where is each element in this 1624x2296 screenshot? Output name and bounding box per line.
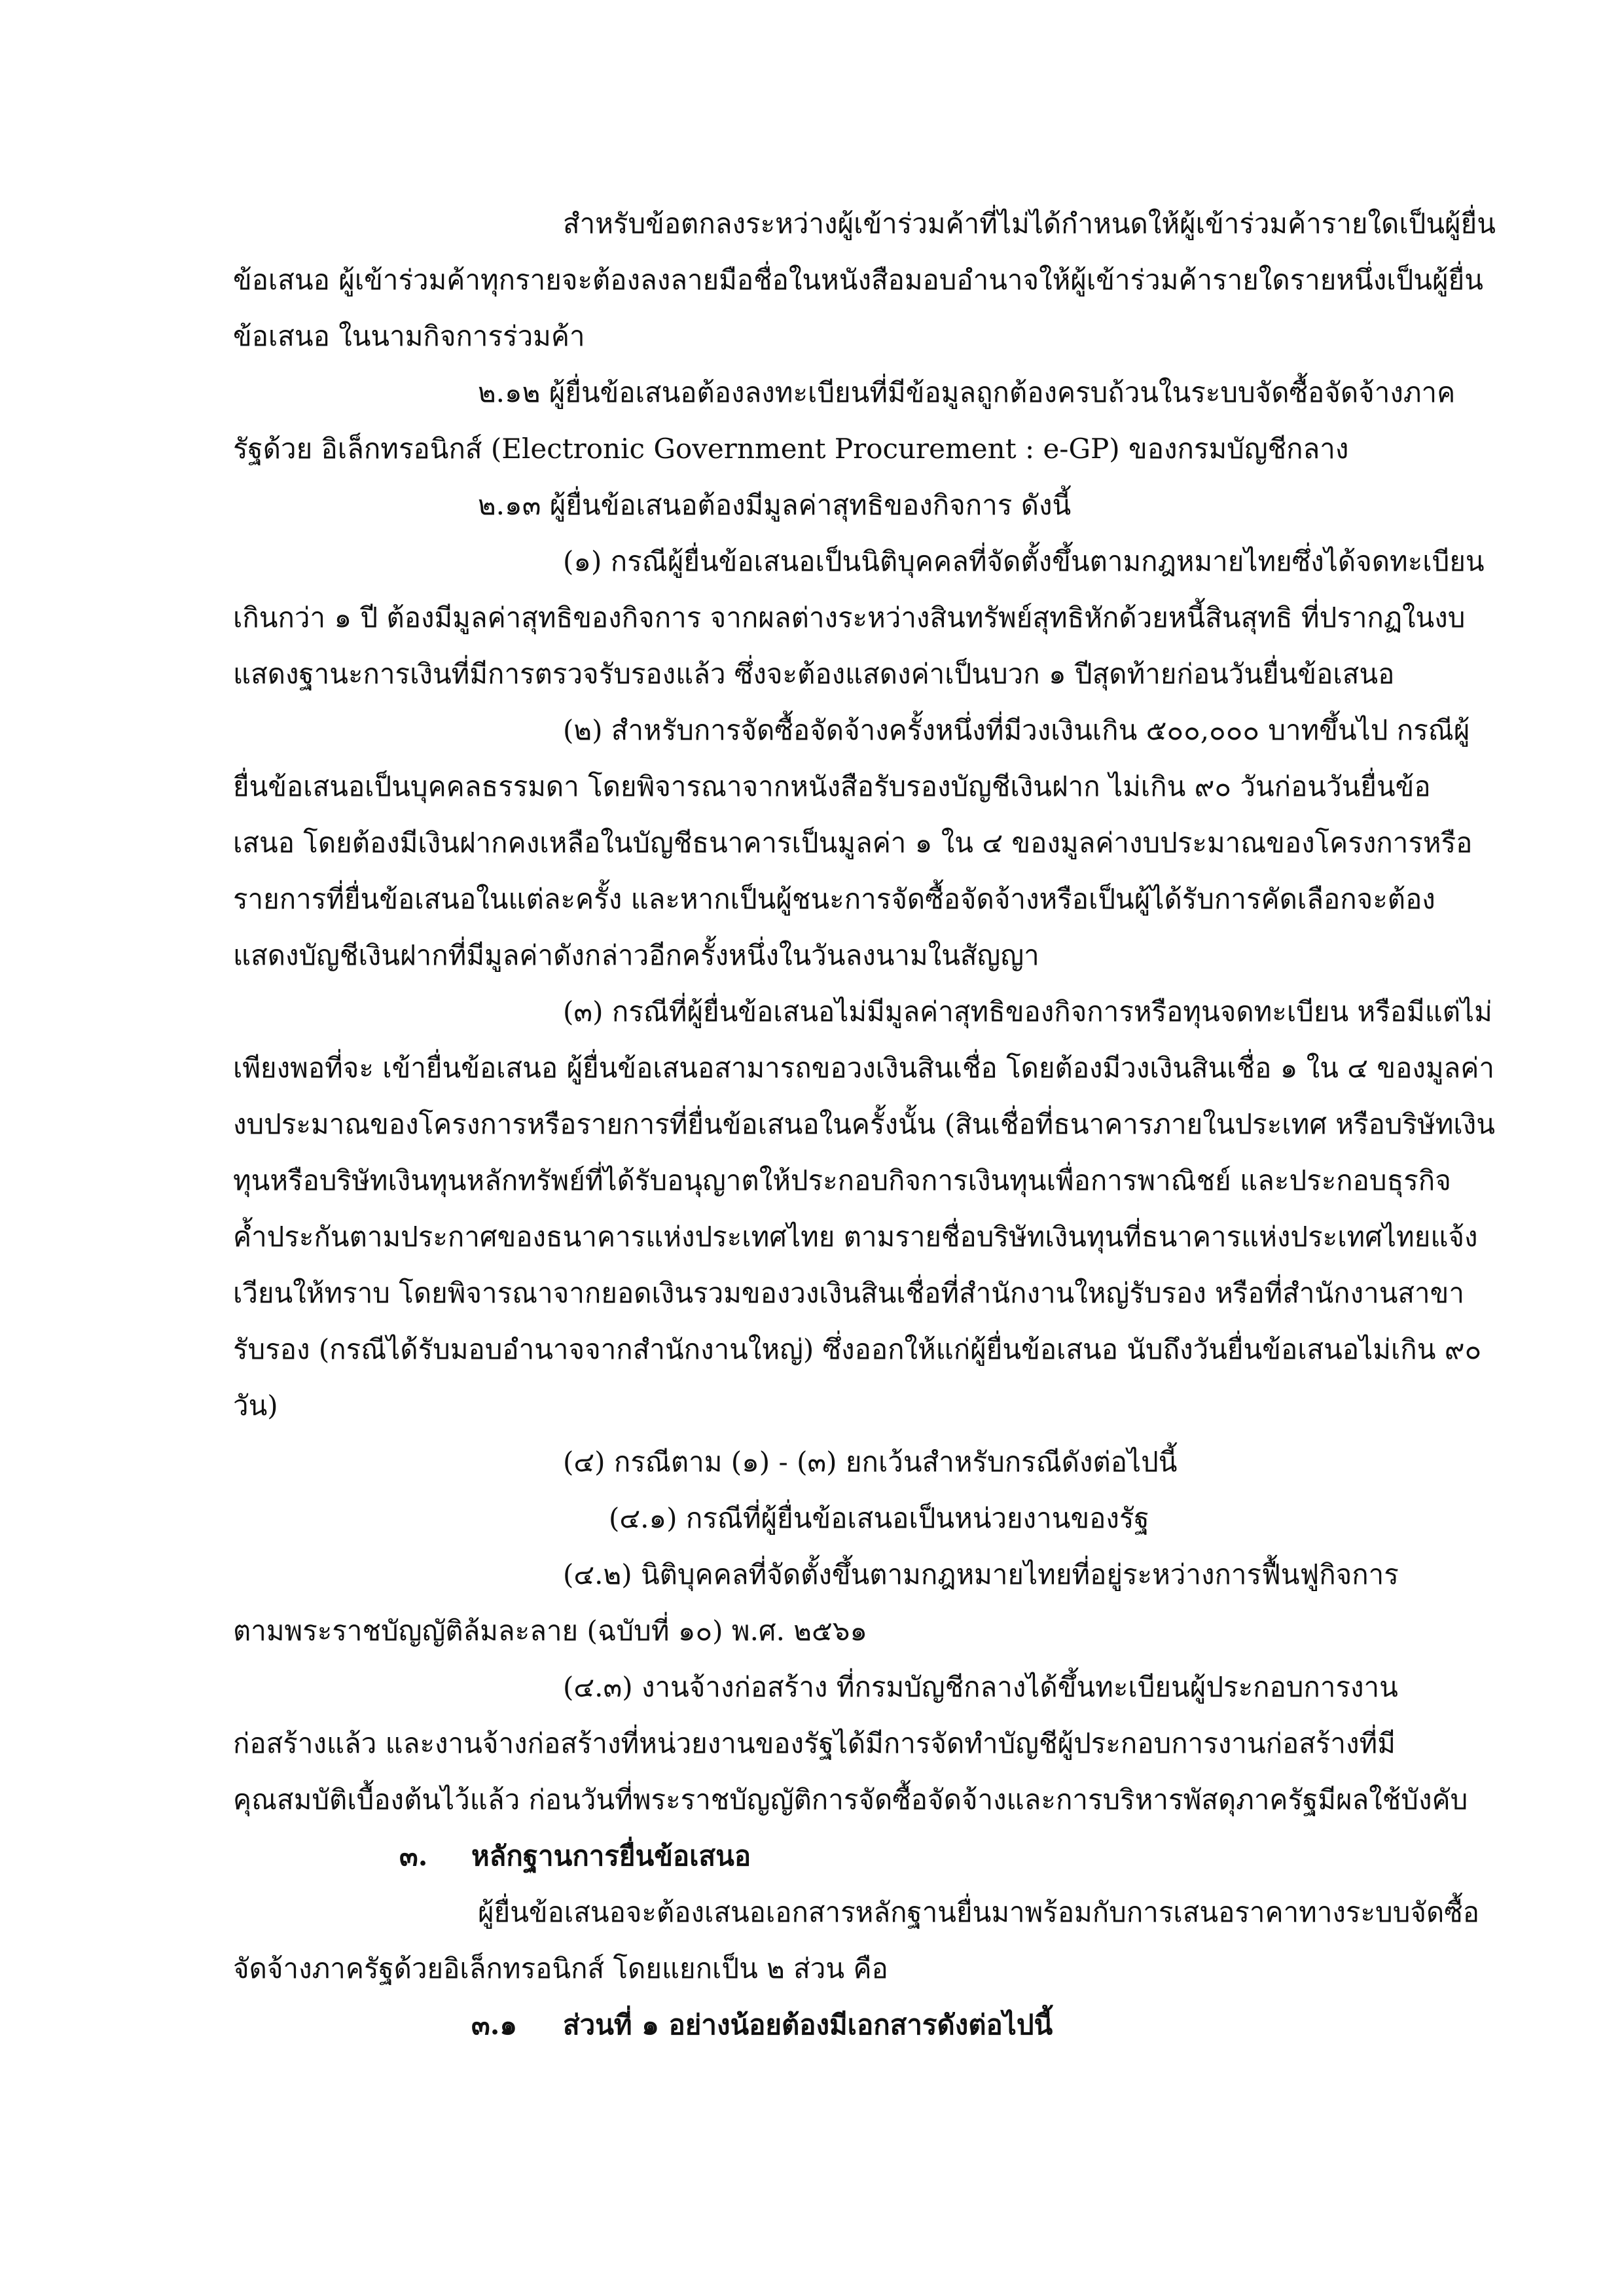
text-line: (๔.๑) กรณีที่ผู้ยื่นข้อเสนอเป็นหน่วยงานของรัฐ	[609, 1502, 1149, 1534]
text-line: วัน)	[233, 1390, 278, 1422]
text-line: ก่อสร้างแล้ว และงานจ้างก่อสร้างที่หน่วยงานของรัฐได้มีการจัดทำบัญชีผู้ประกอบการงานก่อสร้างที่มี	[233, 1727, 1396, 1759]
text-line: ๒.๑๓ ผู้ยื่นข้อเสนอต้องมีมูลค่าสุทธิของกิจการ ดังนี้	[478, 489, 1072, 521]
text-line: รับรอง (กรณีได้รับมอบอำนาจจากสำนักงานใหญ่) ซึ่งออกให้แก่ผู้ยื่นข้อเสนอ นับถึงวันยื่นข้อเสนอไม่เกิน ๙๐	[233, 1333, 1482, 1365]
text-line: ๒.๑๒ ผู้ยื่นข้อเสนอต้องลงทะเบียนที่มีข้อมูลถูกต้องครบถ้วนในระบบจัดซื้อจัดจ้างภาค	[478, 376, 1456, 408]
text-line: เสนอ โดยต้องมีเงินฝากคงเหลือในบัญชีธนาคารเป็นมูลค่า ๑ ใน ๔ ของมูลค่างบประมาณของโครงการหรือ	[233, 827, 1473, 859]
text-line: (๑) กรณีผู้ยื่นข้อเสนอเป็นนิติบุคคลที่จัดตั้งขึ้นตามกฎหมายไทยซึ่งได้จดทะเบียน	[563, 545, 1485, 577]
text-line: จัดจ้างภาครัฐด้วยอิเล็กทรอนิกส์ โดยแยกเป็น ๒ ส่วน คือ	[233, 1952, 888, 1984]
text-line: เวียนให้ทราบ โดยพิจารณาจากยอดเงินรวมของวงเงินสินเชื่อที่สำนักงานใหญ่รับรอง หรือที่สำนักงานสาขา	[233, 1277, 1464, 1309]
section-3-1-heading: ส่วนที่ ๑ อย่างน้อยต้องมีเอกสารดังต่อไปนี้	[563, 2009, 1053, 2041]
text-line: เกินกว่า ๑ ปี ต้องมีมูลค่าสุทธิของกิจการ จากผลต่างระหว่างสินทรัพย์สุทธิหักด้วยหนี้สินสุทธิ ที่ปรากฏในงบ	[233, 601, 1466, 634]
text-line: คุณสมบัติเบื้องต้นไว้แล้ว ก่อนวันที่พระราชบัญญัติการจัดซื้อจัดจ้างและการบริหารพัสดุภาครัฐมีผลใช้บังคับ	[233, 1784, 1468, 1816]
text-line: (๒) สำหรับการจัดซื้อจัดจ้างครั้งหนึ่งที่มีวงเงินเกิน ๕๐๐,๐๐๐ บาทขึ้นไป กรณีผู้	[563, 714, 1470, 746]
text-line: รัฐด้วย อิเล็กทรอนิกส์ (Electronic Government Procurement : e-GP) ของกรมบัญชีกลาง	[233, 433, 1349, 465]
text-line: ข้อเสนอ ในนามกิจการร่วมค้า	[233, 320, 585, 352]
text-line: งบประมาณของโครงการหรือรายการที่ยื่นข้อเสนอในครั้งนั้น (สินเชื่อที่ธนาคารภายในประเทศ หรือบริษัทเงิน	[233, 1108, 1495, 1140]
text-line: ผู้ยื่นข้อเสนอจะต้องเสนอเอกสารหลักฐานยื่นมาพร้อมกับการเสนอราคาทางระบบจัดซื้อ	[478, 1896, 1479, 1928]
section-3-heading: หลักฐานการยื่นข้อเสนอ	[471, 1840, 751, 1872]
text-line: แสดงบัญชีเงินฝากที่มีมูลค่าดังกล่าวอีกครั้งหนึ่งในวันลงนามในสัญญา	[233, 939, 1039, 971]
text-line: (๔.๒) นิติบุคคลที่จัดตั้งขึ้นตามกฎหมายไทยที่อยู่ระหว่างการฟื้นฟูกิจการ	[563, 1558, 1399, 1590]
text-line: (๔) กรณีตาม (๑) - (๓) ยกเว้นสำหรับกรณีดังต่อไปนี้	[563, 1446, 1178, 1478]
section-3-number: ๓.	[399, 1840, 428, 1872]
section-3-1-number: ๓.๑	[471, 2009, 517, 2041]
text-line: ค้ำประกันตามประกาศของธนาคารแห่งประเทศไทย ตามรายชื่อบริษัทเงินทุนที่ธนาคารแห่งประเทศไทยแจ้ง	[233, 1221, 1478, 1253]
text-line: ข้อเสนอ ผู้เข้าร่วมค้าทุกรายจะต้องลงลายมือชื่อในหนังสือมอบอำนาจให้ผู้เข้าร่วมค้ารายใดรายหนึ่งเป็นผู้ยื่น	[233, 264, 1483, 296]
text-line: ตามพระราชบัญญัติล้มละลาย (ฉบับที่ ๑๐) พ.ศ. ๒๕๖๑	[233, 1615, 868, 1647]
text-line: เพียงพอที่จะ เข้ายื่นข้อเสนอ ผู้ยื่นข้อเสนอสามารถขอวงเงินสินเชื่อ โดยต้องมีวงเงินสินเชื่อ ๑ ใน ๔ ของมูลค่า	[233, 1052, 1494, 1084]
text-line: ทุนหรือบริษัทเงินทุนหลักทรัพย์ที่ได้รับอนุญาตให้ประกอบกิจการเงินทุนเพื่อการพาณิชย์ และประกอบธุรกิจ	[233, 1164, 1451, 1196]
text-line: (๔.๓) งานจ้างก่อสร้าง ที่กรมบัญชีกลางได้ขึ้นทะเบียนผู้ประกอบการงาน	[563, 1671, 1398, 1703]
text-line: ยื่นข้อเสนอเป็นบุคคลธรรมดา โดยพิจารณาจากหนังสือรับรองบัญชีเงินฝาก ไม่เกิน ๙๐ วันก่อนวันยื่นข้อ	[233, 770, 1431, 802]
text-line: (๓) กรณีที่ผู้ยื่นข้อเสนอไม่มีมูลค่าสุทธิของกิจการหรือทุนจดทะเบียน หรือมีแต่ไม่	[563, 996, 1492, 1028]
text-line: รายการที่ยื่นข้อเสนอในแต่ละครั้ง และหากเป็นผู้ชนะการจัดซื้อจัดจ้างหรือเป็นผู้ได้รับการคัดเลือกจะต้อง	[233, 883, 1435, 915]
text-line: สำหรับข้อตกลงระหว่างผู้เข้าร่วมค้าที่ไม่ได้กำหนดให้ผู้เข้าร่วมค้ารายใดเป็นผู้ยื่น	[563, 207, 1496, 240]
text-line: แสดงฐานะการเงินที่มีการตรวจรับรองแล้ว ซึ่งจะต้องแสดงค่าเป็นบวก ๑ ปีสุดท้ายก่อนวันยื่นข้อเสนอ	[233, 658, 1395, 690]
